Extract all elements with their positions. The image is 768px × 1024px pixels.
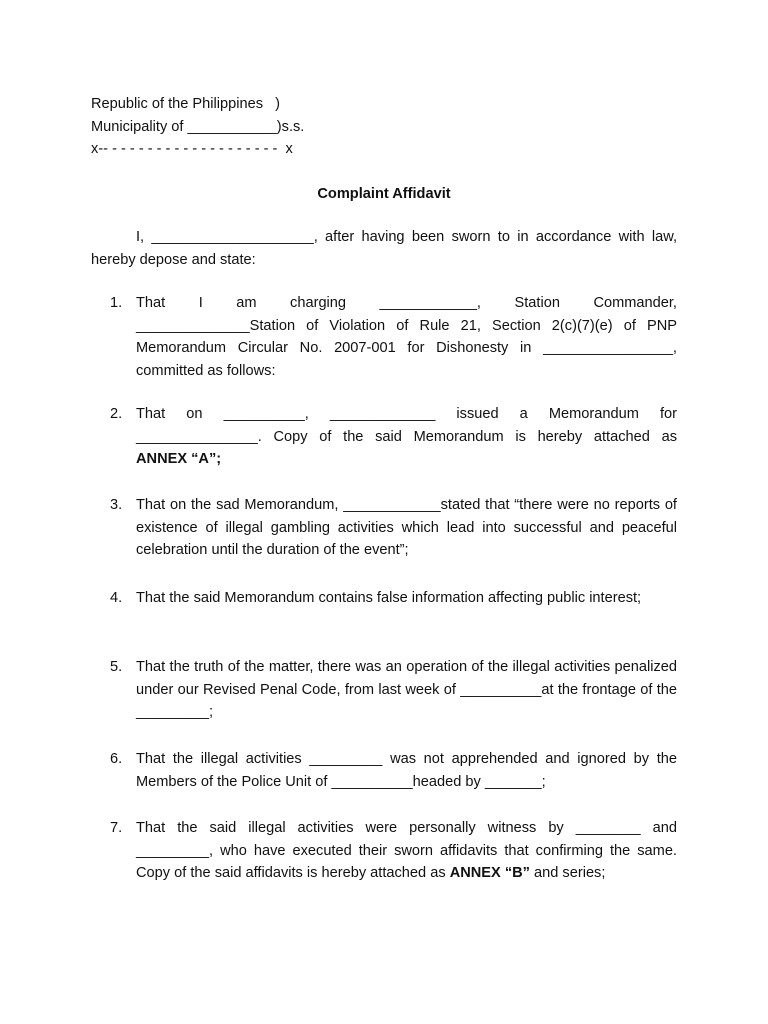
list-item (110, 403, 677, 471)
item-text-rest: That the said Memorandum contains false information affecting public interest; (136, 590, 642, 606)
item-text-rest: That on the sad Memorandum, ____________stated that “there were no reports of existence of illegal gambling activities which lead into successful and peaceful celebration until the duration of the event”; (136, 497, 677, 558)
item-number: 5. (110, 659, 123, 675)
item-number: 2. (110, 406, 123, 422)
list-item (110, 748, 677, 793)
item-text (136, 494, 677, 562)
item-text (136, 587, 677, 610)
item-text-rest: That the illegal activities _________ was not apprehended and ignored by the Members of the Police Unit of __________headed by _______; (136, 751, 677, 790)
item-text-rest: ______________Station of Violation of Rule 21, Section 2(c)(7)(e) of PNP Memorandum Circular No. 2007-001 for Dishonesty in ________________, committed as follows: (136, 317, 677, 379)
item-text-line: That on __________, _____________ issued a Memorandum for (136, 406, 677, 422)
item-text (136, 817, 677, 885)
item-text-line: That I am charging ____________, Station Commander, (136, 295, 677, 311)
item-text (136, 748, 677, 793)
list-item (110, 656, 677, 724)
list-item (110, 292, 677, 382)
list-item (110, 587, 677, 610)
document-title: Complaint Affidavit (317, 186, 451, 202)
list-item (110, 494, 677, 562)
list-item (110, 817, 677, 885)
header-separator: x-- - - - - - - - - - - - - - - - - - - - x (91, 141, 293, 157)
header-municipality: Municipality of ___________)s.s. (91, 118, 305, 135)
item-text-line: _______________. Copy of the said Memorandum is hereby attached as (136, 428, 677, 445)
item-text-rest: That the truth of the matter, there was an operation of the illegal activities penalized under our Revised Penal Code, from last week of __________at the frontage of the _________; (136, 659, 677, 720)
item-text (136, 292, 677, 382)
header-republic: Republic of the Philippines ) (91, 96, 281, 112)
item-number: 7. (110, 820, 123, 836)
item-text (136, 403, 677, 471)
item-number: 6. (110, 751, 123, 767)
annex-b-label: ANNEX “B” (449, 865, 530, 881)
item-text-rest (136, 817, 677, 885)
item-text-part: and series; (529, 865, 606, 881)
item-number: 3. (110, 497, 123, 513)
item-text (136, 656, 677, 724)
item-text-part: That the said illegal activities were personally witness by ________ and _________, who have executed their sworn affidavits that confirming the same. Copy of the said affidavits is hereby attached as (136, 820, 677, 881)
intro-paragraph: I, ____________________, after having been sworn to in accordance with law, hereby depose and state: (91, 229, 677, 268)
item-number: 4. (110, 590, 123, 606)
annex-a-label: ANNEX “A”; (136, 451, 222, 467)
item-number: 1. (110, 295, 123, 311)
venue-header (91, 93, 691, 161)
